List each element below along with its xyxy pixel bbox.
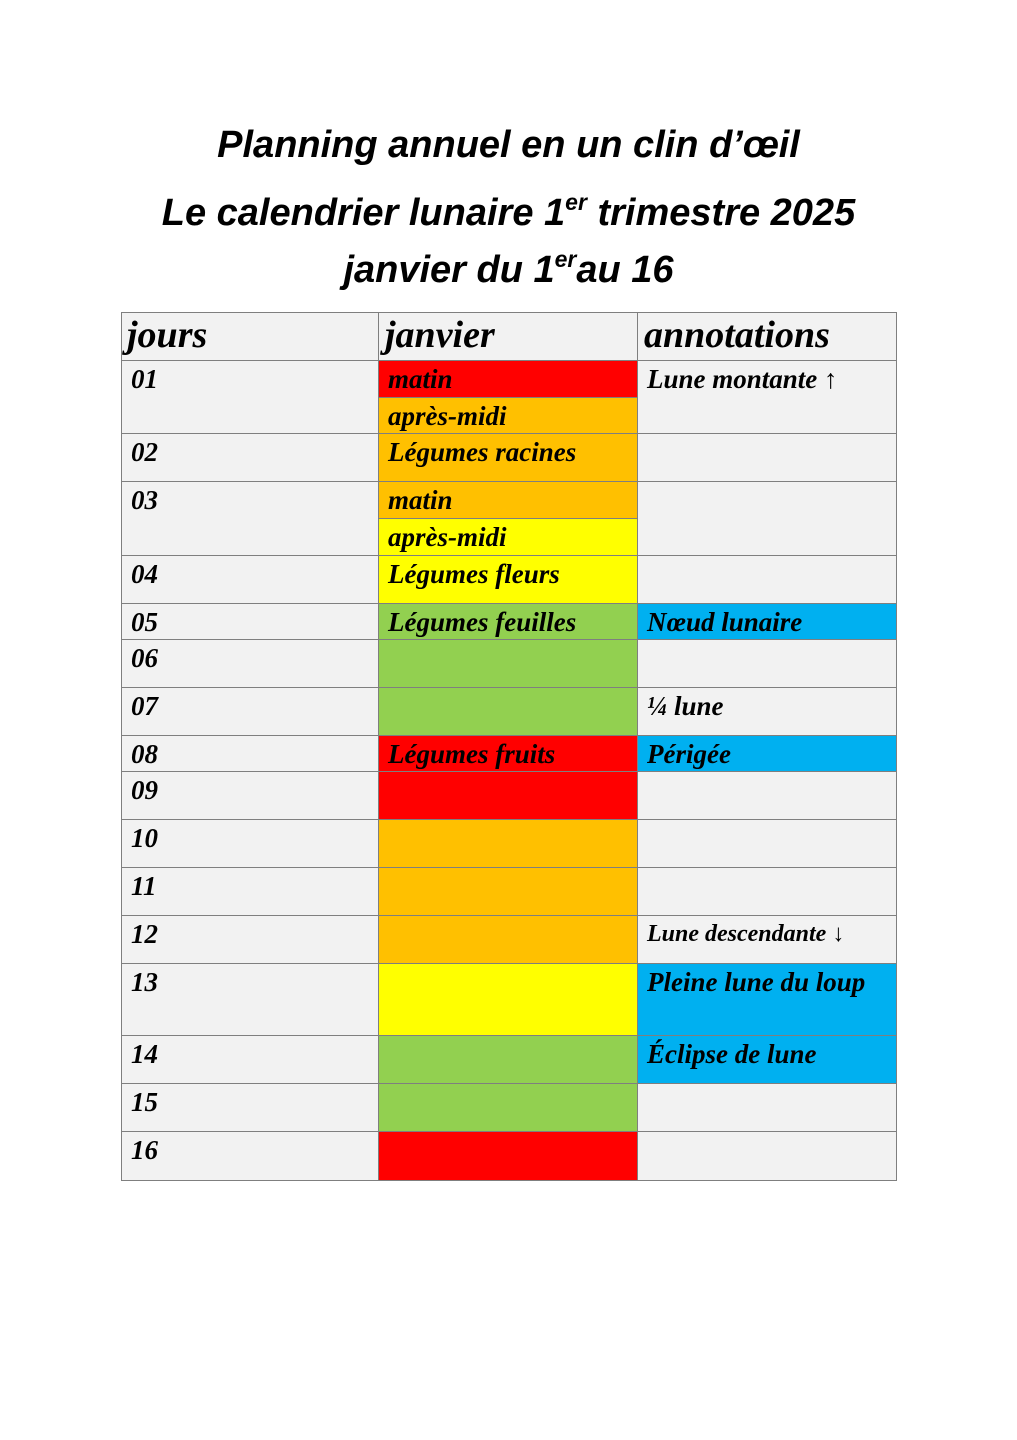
day-cell-text: 03: [131, 485, 158, 515]
day-cell: [121, 1036, 379, 1084]
month-cell: [379, 964, 638, 1036]
note-cell-text: Pleine lune du loup: [647, 967, 866, 997]
day-cell: [121, 916, 379, 964]
note-cell: [638, 820, 897, 868]
subtitle-ordinal: er: [565, 189, 587, 215]
note-cell: [638, 361, 897, 434]
day-cell: [121, 434, 379, 482]
header-month-text: janvier: [385, 314, 495, 356]
month-cell: [379, 868, 638, 916]
day-cell-text: 06: [131, 643, 158, 673]
month-cell-text: après-midi: [388, 401, 507, 431]
month-cell: [379, 1084, 638, 1132]
month-cell: [379, 1132, 638, 1181]
day-cell-text: 08: [131, 739, 158, 769]
day-cell-text: 09: [131, 775, 158, 805]
day-cell-text: 16: [131, 1135, 158, 1165]
month-cell-text: matin: [388, 485, 453, 515]
month-cell-text: Légumes fleurs: [388, 559, 560, 589]
lunar-calendar-table: [121, 312, 897, 1181]
day-cell: [121, 556, 379, 604]
day-cell-text: 01: [131, 364, 158, 394]
note-cell: [638, 1036, 897, 1084]
day-cell-text: 12: [131, 919, 158, 949]
date-range-text: janvier du 1: [343, 249, 555, 291]
month-cell: [379, 1036, 638, 1084]
month-cell: [379, 398, 638, 434]
note-cell: [638, 868, 897, 916]
date-range-ordinal: er: [554, 246, 577, 272]
note-cell: [638, 434, 897, 482]
day-cell: [121, 688, 379, 736]
month-cell: [379, 361, 638, 398]
month-cell: [379, 604, 638, 640]
note-cell: [638, 604, 897, 640]
month-cell-text: Légumes racines: [388, 437, 577, 467]
month-cell: [379, 556, 638, 604]
month-cell: [379, 434, 638, 482]
note-cell: [638, 688, 897, 736]
header-days: [121, 312, 379, 361]
note-cell-text: Éclipse de lune: [647, 1039, 817, 1069]
day-cell-text: 02: [131, 437, 158, 467]
month-cell: [379, 916, 638, 964]
day-cell: [121, 640, 379, 688]
day-cell: [121, 482, 379, 556]
note-cell: [638, 556, 897, 604]
day-cell-text: 04: [131, 559, 158, 589]
month-cell-text: Légumes fruits: [388, 739, 556, 769]
page-subtitle: [0, 190, 1017, 236]
header-notes: [638, 312, 897, 361]
note-cell: [638, 1132, 897, 1181]
day-cell: [121, 868, 379, 916]
day-cell: [121, 820, 379, 868]
day-cell: [121, 736, 379, 772]
subtitle-text: Le calendrier lunaire 1: [161, 192, 566, 234]
month-cell-text: après-midi: [388, 522, 507, 552]
note-cell-text: Lune montante ↑: [647, 364, 838, 394]
header-notes-text: annotations: [644, 314, 830, 356]
day-cell: [121, 361, 379, 434]
date-range-text-end: au 16: [576, 249, 674, 291]
day-cell: [121, 1084, 379, 1132]
month-cell: [379, 482, 638, 519]
day-cell: [121, 1132, 379, 1181]
page-title: Planning annuel en un clin d’œil: [217, 124, 800, 166]
day-cell-text: 10: [131, 823, 158, 853]
note-cell: [638, 736, 897, 772]
note-cell: [638, 772, 897, 820]
date-range-title: [0, 247, 1017, 293]
note-cell-text: ¼ lune: [647, 691, 724, 721]
day-cell-text: 13: [131, 967, 158, 997]
day-cell: [121, 772, 379, 820]
day-cell-text: 07: [131, 691, 158, 721]
month-cell: [379, 820, 638, 868]
month-cell: [379, 736, 638, 772]
month-cell-text: matin: [388, 364, 453, 394]
note-cell: [638, 482, 897, 556]
note-cell: [638, 1084, 897, 1132]
day-cell-text: 15: [131, 1087, 158, 1117]
day-cell: [121, 604, 379, 640]
header-days-text: jours: [127, 314, 208, 356]
day-cell-text: 11: [131, 871, 157, 901]
month-cell: [379, 640, 638, 688]
note-cell-text: Périgée: [647, 739, 731, 769]
month-cell: [379, 772, 638, 820]
header-month: [379, 312, 638, 361]
subtitle-text-end: trimestre 2025: [586, 192, 856, 234]
note-cell-text: Nœud lunaire: [647, 607, 803, 637]
month-cell: [379, 519, 638, 556]
note-cell-text: Lune descendante ↓: [647, 921, 845, 947]
day-cell-text: 05: [131, 607, 158, 637]
day-cell: [121, 964, 379, 1036]
note-cell: [638, 964, 897, 1036]
month-cell-text: Légumes feuilles: [388, 607, 577, 637]
month-cell: [379, 688, 638, 736]
day-cell-text: 14: [131, 1039, 158, 1069]
note-cell: [638, 916, 897, 964]
note-cell: [638, 640, 897, 688]
